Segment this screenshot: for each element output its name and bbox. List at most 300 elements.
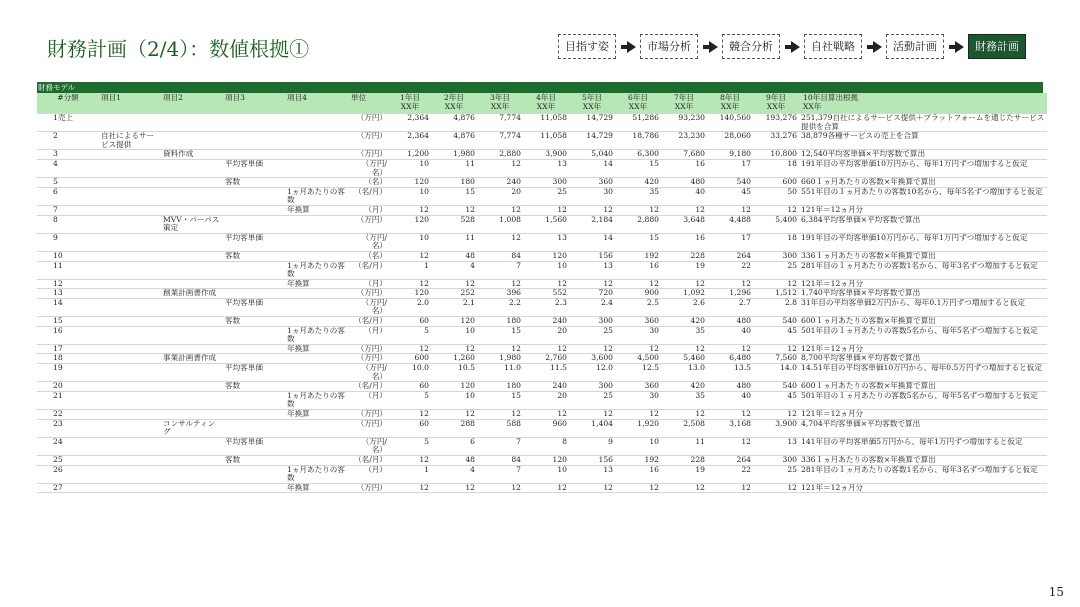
table-cell: 7 — [477, 465, 523, 483]
table-cell: （万円） — [349, 419, 389, 437]
table-cell: 288 — [431, 419, 477, 437]
table-cell — [99, 354, 161, 364]
table-cell: 8,700平均客単価×平均客数で算出 — [799, 354, 1047, 364]
table-cell: 平均客単価 — [223, 364, 285, 382]
table-cell: 540 — [707, 178, 753, 188]
table-cell: 540 — [753, 382, 799, 392]
header-cell: 1年目 XX年 — [389, 93, 431, 114]
table-cell: 193,276 — [753, 114, 799, 132]
table-row — [37, 382, 1047, 392]
table-cell — [223, 391, 285, 409]
table-cell — [285, 354, 349, 364]
table-cell: 年換算 — [285, 344, 349, 354]
table-cell — [161, 483, 223, 493]
table-cell: 14,729 — [569, 132, 615, 150]
table-cell: 3,900 — [753, 419, 799, 437]
table-cell — [161, 205, 223, 215]
table-cell: （万円） — [349, 150, 389, 160]
table-cell: 12 — [661, 483, 707, 493]
table-cell: 4,488 — [707, 215, 753, 233]
table-cell: 120 — [523, 455, 569, 465]
table-cell: 平均客単価 — [223, 233, 285, 251]
table-cell — [161, 233, 223, 251]
table-cell: 10.5 — [431, 364, 477, 382]
table-cell: 551年目の１ヵ月あたりの客数10名から、毎年5名ずつ増加すると仮定 — [799, 187, 1047, 205]
table-cell: 客数 — [223, 251, 285, 261]
table-row — [37, 437, 1047, 455]
table-row — [37, 132, 1047, 150]
table-cell: 10 — [523, 465, 569, 483]
table-cell — [161, 391, 223, 409]
table-cell: 11.5 — [523, 364, 569, 382]
table-cell — [161, 251, 223, 261]
table-cell: 540 — [753, 317, 799, 327]
table-cell — [285, 150, 349, 160]
table-cell: 600１ヵ月あたりの客数×年換算で算出 — [799, 317, 1047, 327]
table-cell: 20 — [523, 391, 569, 409]
table-cell: 20 — [477, 187, 523, 205]
table-cell: 15 — [37, 317, 99, 327]
table-cell — [285, 382, 349, 392]
table-cell: 7,774 — [477, 132, 523, 150]
table-cell: 12 — [389, 344, 431, 354]
table-cell: 1,740平均客単価×平均客数で算出 — [799, 289, 1047, 299]
table-cell: 501年目の１ヵ月あたりの客数5名から、毎年5名ずつ増加すると仮定 — [799, 326, 1047, 344]
table-cell — [223, 354, 285, 364]
table-cell: 事業計画書作成 — [161, 354, 223, 364]
table-cell: 年換算 — [285, 483, 349, 493]
table-row — [37, 114, 1047, 132]
table-cell: 1,560 — [523, 215, 569, 233]
table-cell: （万円） — [349, 354, 389, 364]
table-cell: 93,230 — [661, 114, 707, 132]
table-header-row — [37, 93, 1047, 114]
table-cell: 45 — [753, 326, 799, 344]
table-cell: 3,648 — [661, 215, 707, 233]
table-cell: 2,364 — [389, 132, 431, 150]
table-cell: 13.5 — [707, 364, 753, 382]
table-cell: 12 — [707, 205, 753, 215]
table-cell — [285, 215, 349, 233]
table-row — [37, 178, 1047, 188]
table-cell: 1,404 — [569, 419, 615, 437]
table-cell: 17 — [707, 233, 753, 251]
table-cell: 19 — [661, 465, 707, 483]
table-cell: 5,400 — [753, 215, 799, 233]
header-cell: #分類 — [37, 93, 99, 114]
table-cell: 5,460 — [661, 354, 707, 364]
table-cell: 4,500 — [615, 354, 661, 364]
table-cell: 6,384平均客単価×平均客数で算出 — [799, 215, 1047, 233]
table-cell: 252 — [431, 289, 477, 299]
table-cell: 7 — [37, 205, 99, 215]
table-cell — [99, 279, 161, 289]
table-cell: 12 — [523, 205, 569, 215]
table-cell: 50 — [753, 187, 799, 205]
table-cell: 19 — [661, 261, 707, 279]
table-cell: 48 — [431, 251, 477, 261]
table-cell — [161, 364, 223, 382]
table-cell — [99, 437, 161, 455]
table-cell: 28,060 — [707, 132, 753, 150]
table-cell: （名/月） — [349, 261, 389, 279]
table-cell: 15 — [431, 187, 477, 205]
table-cell: 10 — [523, 261, 569, 279]
table-cell: 2.4 — [569, 298, 615, 316]
table-cell: 420 — [661, 382, 707, 392]
table-cell: 960 — [523, 419, 569, 437]
table-cell: 20 — [523, 326, 569, 344]
table-cell: 12 — [431, 344, 477, 354]
table-cell: 16 — [37, 326, 99, 344]
table-cell: 40 — [707, 391, 753, 409]
table-cell: 2,760 — [523, 354, 569, 364]
table-cell: 14 — [569, 233, 615, 251]
table-cell — [223, 205, 285, 215]
table-cell: 12 — [389, 205, 431, 215]
table-cell: 4,876 — [431, 132, 477, 150]
table-cell: 600 — [753, 178, 799, 188]
table-cell: 33,276 — [753, 132, 799, 150]
table-cell: （万円/名） — [349, 298, 389, 316]
table-cell: 192 — [615, 455, 661, 465]
table-cell: 20 — [37, 382, 99, 392]
table-cell: 2 — [37, 132, 99, 150]
table-cell: 12 — [569, 279, 615, 289]
table-cell: 281年目の１ヵ月あたりの客数1名から、毎年3名ずつ増加すると仮定 — [799, 261, 1047, 279]
table-cell: 平均客単価 — [223, 437, 285, 455]
table-cell: 13 — [569, 261, 615, 279]
table-cell: 4 — [431, 465, 477, 483]
table-row — [37, 364, 1047, 382]
table-cell: 120 — [431, 382, 477, 392]
table-cell: 7 — [477, 437, 523, 455]
table-cell: 23 — [37, 419, 99, 437]
table-cell: 1,260 — [431, 354, 477, 364]
table-cell — [161, 465, 223, 483]
flow-step-3: 競合分析 — [722, 34, 780, 59]
table-row — [37, 159, 1047, 177]
arrow-right-icon — [955, 41, 964, 53]
page-number: 15 — [1048, 585, 1064, 599]
table-row — [37, 317, 1047, 327]
table-cell: 7,774 — [477, 114, 523, 132]
table-cell: 11 — [431, 159, 477, 177]
table-cell: 11 — [661, 437, 707, 455]
table-cell — [223, 483, 285, 493]
table-cell — [99, 178, 161, 188]
table-cell: 141年目の平均客単価5万円から、毎年1万円ずつ増加すると仮定 — [799, 437, 1047, 455]
table-cell: 420 — [615, 178, 661, 188]
table-cell: 528 — [431, 215, 477, 233]
flow-step-1: 目指す姿 — [558, 34, 616, 59]
table-cell: 3,168 — [707, 419, 753, 437]
table-cell: 48 — [431, 455, 477, 465]
table-cell — [223, 150, 285, 160]
table-cell: 12 — [569, 344, 615, 354]
table-cell — [99, 364, 161, 382]
table-cell: 11,058 — [523, 114, 569, 132]
table-cell: 平均客単価 — [223, 298, 285, 316]
table-cell — [285, 132, 349, 150]
table-cell — [161, 326, 223, 344]
table-cell: 2.5 — [615, 298, 661, 316]
table-cell — [161, 410, 223, 420]
table-cell: 22 — [707, 261, 753, 279]
table-cell — [223, 410, 285, 420]
table-cell: 12 — [477, 205, 523, 215]
table-cell: 1,296 — [707, 289, 753, 299]
table-cell: 13 — [523, 233, 569, 251]
table-cell: 720 — [569, 289, 615, 299]
table-cell: 3,900 — [523, 150, 569, 160]
table-cell: （万円/名） — [349, 233, 389, 251]
table-cell: （月） — [349, 465, 389, 483]
table-cell — [161, 187, 223, 205]
table-cell — [285, 298, 349, 316]
table-row — [37, 391, 1047, 409]
table-cell — [223, 279, 285, 289]
table-cell: 15 — [477, 391, 523, 409]
table-cell: 300 — [523, 178, 569, 188]
table-cell: 平均客単価 — [223, 159, 285, 177]
table-cell: 10,800 — [753, 150, 799, 160]
table-cell: 3,600 — [569, 354, 615, 364]
table-cell: 360 — [569, 178, 615, 188]
table-cell: 10 — [389, 159, 431, 177]
table-row — [37, 289, 1047, 299]
table-cell: （名/月） — [349, 187, 389, 205]
table-cell: 121年＝12ヵ月分 — [799, 279, 1047, 289]
table-cell: 180 — [477, 382, 523, 392]
table-cell: 12 — [707, 279, 753, 289]
table-cell — [99, 261, 161, 279]
table-cell: 12 — [477, 410, 523, 420]
table-cell: 2,364 — [389, 114, 431, 132]
table-cell: 1,920 — [615, 419, 661, 437]
table-cell: 11.0 — [477, 364, 523, 382]
table-cell: 360 — [615, 317, 661, 327]
table-cell: 18 — [37, 354, 99, 364]
table-cell: 2.2 — [477, 298, 523, 316]
table-cell: （名/月） — [349, 455, 389, 465]
table-cell: 480 — [707, 382, 753, 392]
table-cell: 120 — [389, 289, 431, 299]
table-cell — [99, 419, 161, 437]
table-cell: （万円） — [349, 483, 389, 493]
table-cell: 191年目の平均客単価10万円から、毎年1万円ずつ増加すると仮定 — [799, 233, 1047, 251]
table-cell: 180 — [431, 178, 477, 188]
table-cell: 5 — [37, 178, 99, 188]
table-cell: 12 — [753, 410, 799, 420]
table-cell: 12 — [431, 279, 477, 289]
table-cell: 客数 — [223, 317, 285, 327]
table-cell — [99, 391, 161, 409]
flow-step-5: 活動計画 — [886, 34, 944, 59]
header-cell: 項目3 — [223, 93, 285, 114]
table-cell: 4,876 — [431, 114, 477, 132]
header-cell: 項目1 — [99, 93, 161, 114]
process-flow — [558, 33, 1026, 60]
table-cell: 12 — [37, 279, 99, 289]
table-cell: 30 — [615, 391, 661, 409]
table-cell: 300 — [753, 455, 799, 465]
table-cell: 3 — [37, 150, 99, 160]
table-row — [37, 483, 1047, 493]
table-cell: 1ヵ月あたりの客数 — [285, 187, 349, 205]
table-cell: 27 — [37, 483, 99, 493]
table-cell — [285, 437, 349, 455]
table-cell: （月） — [349, 205, 389, 215]
table-cell — [223, 132, 285, 150]
table-cell — [99, 465, 161, 483]
table-cell: 25 — [753, 465, 799, 483]
table-cell: 1,008 — [477, 215, 523, 233]
header-cell: 3年目 XX年 — [477, 93, 523, 114]
table-cell: 12 — [753, 279, 799, 289]
header-cell: 5年目 XX年 — [569, 93, 615, 114]
table-cell: 4,704平均客単価×平均客数で算出 — [799, 419, 1047, 437]
table-cell: 251,379自社によるサービス提供＋プラットフォームを通じたサービス提供を合算 — [799, 114, 1047, 132]
table-row — [37, 279, 1047, 289]
table-cell: 12 — [389, 279, 431, 289]
table-cell — [99, 298, 161, 316]
table-cell: 5 — [389, 437, 431, 455]
table-cell: 12 — [615, 344, 661, 354]
table-cell: 12 — [389, 455, 431, 465]
table-row — [37, 205, 1047, 215]
table-cell: 1 — [389, 261, 431, 279]
table-cell: 10 — [431, 391, 477, 409]
table-cell: 396 — [477, 289, 523, 299]
table-cell: 2.6 — [661, 298, 707, 316]
table-cell: 25 — [569, 391, 615, 409]
table-cell: 17 — [37, 344, 99, 354]
table-row — [37, 261, 1047, 279]
table-cell: 17 — [707, 159, 753, 177]
table-cell: 12 — [661, 344, 707, 354]
table-cell: 1売上 — [37, 114, 99, 132]
table-cell: 240 — [523, 317, 569, 327]
table-cell — [161, 178, 223, 188]
table-cell: 12 — [707, 483, 753, 493]
table-cell: 1,980 — [431, 150, 477, 160]
table-cell: 120 — [389, 178, 431, 188]
table-cell: 14 — [569, 159, 615, 177]
table-cell: 12 — [389, 410, 431, 420]
header-cell: 6年目 XX年 — [615, 93, 661, 114]
table-cell — [285, 419, 349, 437]
table-cell: 12 — [661, 279, 707, 289]
table-cell: 7 — [477, 261, 523, 279]
table-cell — [99, 410, 161, 420]
table-cell: 1,512 — [753, 289, 799, 299]
table-cell: 13 — [523, 159, 569, 177]
table-cell: 12 — [523, 279, 569, 289]
table-cell: 360 — [615, 382, 661, 392]
table-cell: （名/月） — [349, 382, 389, 392]
table-cell: 84 — [477, 455, 523, 465]
table-caption: 財務モデル — [37, 82, 1043, 93]
table-cell: 12 — [569, 410, 615, 420]
table-cell — [285, 317, 349, 327]
table-cell: 25 — [569, 326, 615, 344]
table-cell: 12 — [569, 483, 615, 493]
flow-step-6: 財務計画 — [968, 34, 1026, 59]
table-cell: 12 — [569, 205, 615, 215]
flow-step-2: 市場分析 — [640, 34, 698, 59]
table-cell — [285, 114, 349, 132]
table-cell — [161, 298, 223, 316]
table-cell — [161, 261, 223, 279]
table-cell: 60 — [389, 419, 431, 437]
table-cell: 11 — [431, 233, 477, 251]
table-cell: 600 — [389, 354, 431, 364]
table-cell: 900 — [615, 289, 661, 299]
table-cell: （万円） — [349, 410, 389, 420]
table-cell: 16 — [661, 159, 707, 177]
table-cell: 12 — [707, 344, 753, 354]
table-cell: 120 — [389, 215, 431, 233]
table-cell: 客数 — [223, 382, 285, 392]
table-cell: 1 — [389, 465, 431, 483]
header-cell: 7年目 XX年 — [661, 93, 707, 114]
table-row — [37, 326, 1047, 344]
table-cell: 12 — [753, 205, 799, 215]
table-cell: 2.0 — [389, 298, 431, 316]
table-cell: 121年＝12ヵ月分 — [799, 410, 1047, 420]
table-cell: 12 — [707, 437, 753, 455]
table-cell: 10 — [37, 251, 99, 261]
table-cell: 10 — [431, 326, 477, 344]
table-cell: 年換算 — [285, 410, 349, 420]
table-cell: 336１ヵ月あたりの客数×年換算で算出 — [799, 455, 1047, 465]
table-cell — [285, 289, 349, 299]
table-cell: 281年目の１ヵ月あたりの客数1名から、毎年3名ずつ増加すると仮定 — [799, 465, 1047, 483]
table-row — [37, 233, 1047, 251]
table-cell: 1ヵ月あたりの客数 — [285, 261, 349, 279]
table-cell: 1,092 — [661, 289, 707, 299]
table-cell: 12 — [753, 344, 799, 354]
table-cell: 4 — [37, 159, 99, 177]
financial-model-table-wrap — [37, 82, 1043, 493]
table-cell: 12 — [615, 410, 661, 420]
table-cell: 12 — [523, 410, 569, 420]
table-cell: 18 — [753, 159, 799, 177]
header-cell: 項目4 — [285, 93, 349, 114]
table-cell — [99, 187, 161, 205]
table-cell — [285, 455, 349, 465]
table-cell: 6 — [37, 187, 99, 205]
table-cell: 26 — [37, 465, 99, 483]
table-cell — [285, 178, 349, 188]
table-cell: 年換算 — [285, 205, 349, 215]
table-cell: 23,230 — [661, 132, 707, 150]
table-cell: （名/月） — [349, 317, 389, 327]
table-cell: 13 — [569, 465, 615, 483]
table-cell — [223, 187, 285, 205]
table-cell — [161, 437, 223, 455]
table-cell: （万円/名） — [349, 437, 389, 455]
table-cell: （万円） — [349, 132, 389, 150]
table-cell: 客数 — [223, 455, 285, 465]
table-cell: 12 — [477, 344, 523, 354]
table-cell: 年換算 — [285, 279, 349, 289]
table-cell — [161, 455, 223, 465]
table-cell: 6,300 — [615, 150, 661, 160]
table-cell: 40 — [707, 326, 753, 344]
table-cell: 8 — [37, 215, 99, 233]
